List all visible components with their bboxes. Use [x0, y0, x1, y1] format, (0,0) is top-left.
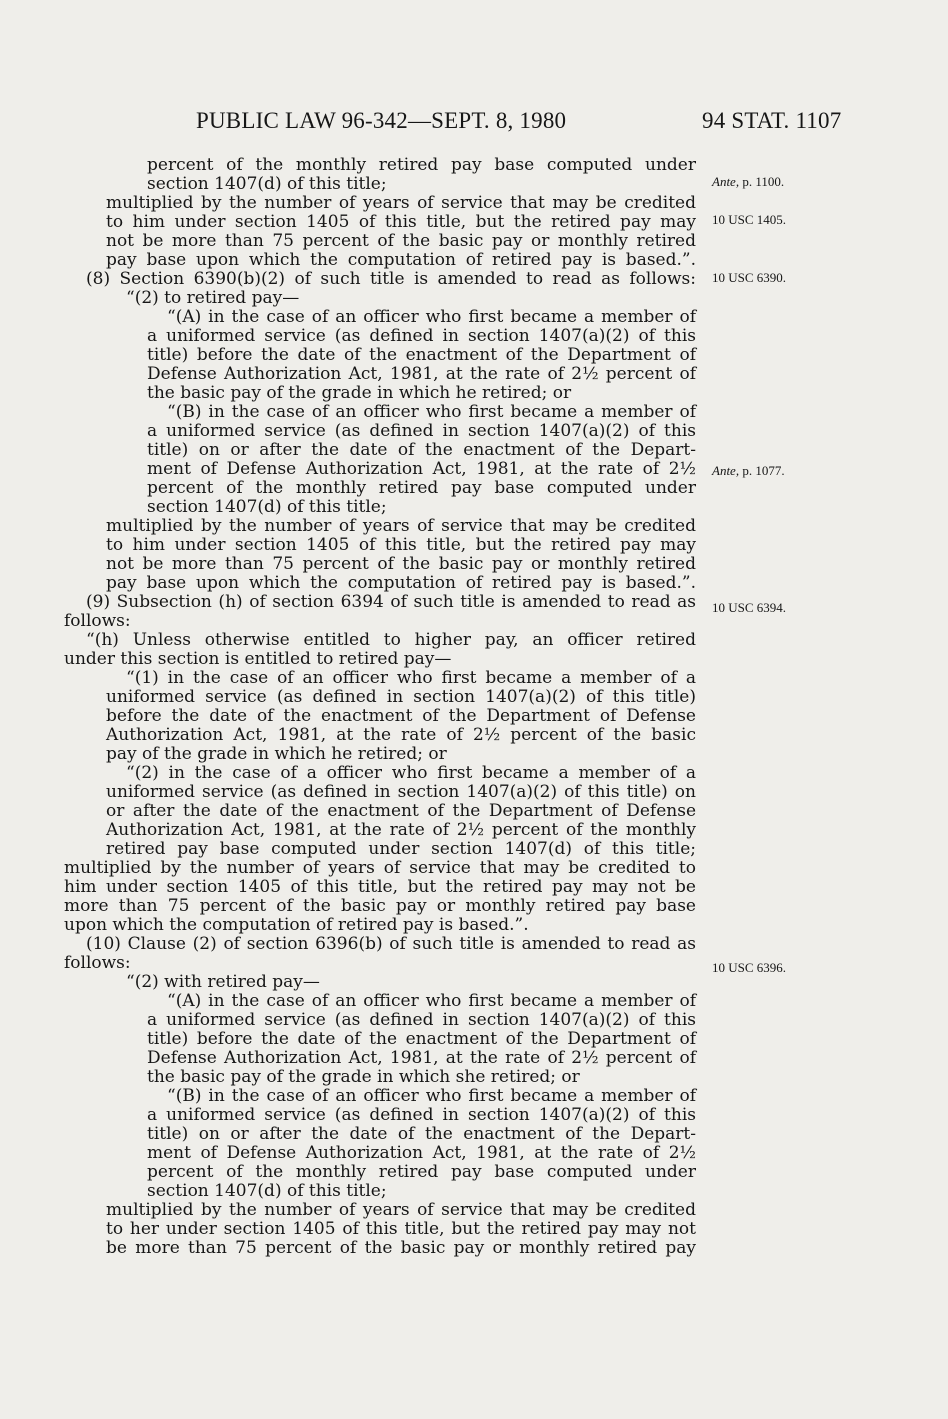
text-line: section 1407(d) of this title; — [147, 497, 387, 517]
text-line: pay base upon which the computation of retired pay is based.”. — [106, 573, 696, 593]
text-line: not be more than 75 percent of the basic pay or monthly retired — [106, 554, 696, 574]
running-header-title: PUBLIC LAW 96-342—SEPT. 8, 1980 — [196, 108, 567, 133]
text-line: title) on or after the date of the enactment of the Depart- — [147, 440, 696, 460]
text-line: ment of Defense Authorization Act, 1981, at the rate of 2½ — [147, 459, 696, 479]
text-line: (8) Section 6390(b)(2) of such title is amended to read as follows: — [86, 269, 696, 289]
running-header-page: 94 STAT. 1107 — [702, 108, 842, 133]
margin-note-usc: 10 USC 6394. — [712, 600, 787, 615]
text-line: ment of Defense Authorization Act, 1981, at the rate of 2½ — [147, 1143, 696, 1163]
text-line: the basic pay of the grade in which she retired; or — [147, 1067, 580, 1087]
text-line: retired pay base computed under section 1407(d) of this title; — [106, 839, 696, 859]
text-line: him under section 1405 of this title, but the retired pay may not be — [64, 877, 696, 897]
statute-body-text — [64, 156, 696, 1258]
text-line: Defense Authorization Act, 1981, at the rate of 2½ percent of — [147, 364, 696, 384]
text-line: to him under section 1405 of this title, but the retired pay may — [106, 212, 696, 232]
text-line: more than 75 percent of the basic pay or monthly retired pay base — [64, 896, 696, 916]
text-line: upon which the computation of retired pay is based.”. — [64, 915, 529, 935]
text-line: “(2) with retired pay— — [126, 972, 320, 992]
text-line: the basic pay of the grade in which he retired; or — [147, 383, 572, 403]
text-line: “(2) in the case of a officer who first became a member of a — [126, 763, 696, 783]
text-line: to her under section 1405 of this title, but the retired pay may not — [106, 1219, 696, 1239]
text-line: uniformed service (as defined in section 1407(a)(2) of this title) — [106, 687, 696, 707]
text-line: “(A) in the case of an officer who first became a member of — [167, 307, 696, 327]
margin-note-usc: 10 USC 6396. — [712, 960, 787, 975]
text-line: uniformed service (as defined in section 1407(a)(2) of this title) on — [106, 782, 696, 802]
margin-note-usc: 10 USC 1405. — [712, 212, 787, 227]
text-line: a uniformed service (as defined in section 1407(a)(2) of this — [147, 1010, 696, 1030]
margin-note-ante: Ante, p. 1077. — [712, 463, 785, 478]
text-line: a uniformed service (as defined in section 1407(a)(2) of this — [147, 421, 696, 441]
text-line: percent of the monthly retired pay base computed under — [147, 155, 696, 175]
text-line: percent of the monthly retired pay base computed under — [147, 1162, 696, 1182]
text-line: percent of the monthly retired pay base computed under — [147, 478, 696, 498]
text-line: under this section is entitled to retired pay— — [64, 649, 452, 669]
text-line: section 1407(d) of this title; — [147, 174, 387, 194]
text-line: multiplied by the number of years of service that may be credited — [106, 1200, 696, 1220]
text-line: multiplied by the number of years of service that may be credited to — [64, 858, 696, 878]
text-line: a uniformed service (as defined in section 1407(a)(2) of this — [147, 326, 696, 346]
text-line: “(A) in the case of an officer who first became a member of — [167, 991, 696, 1011]
text-line: section 1407(d) of this title; — [147, 1181, 387, 1201]
text-line: be more than 75 percent of the basic pay or monthly retired pay — [106, 1238, 696, 1258]
margin-note-usc: 10 USC 6390. — [712, 270, 787, 285]
text-line: title) before the date of the enactment of the Department of — [147, 1029, 696, 1049]
text-line: before the date of the enactment of the Department of Defense — [106, 706, 696, 726]
text-line: follows: — [64, 611, 131, 631]
text-line: (9) Subsection (h) of section 6394 of such title is amended to read as — [86, 592, 696, 612]
text-line: (10) Clause (2) of section 6396(b) of such title is amended to read as — [86, 934, 696, 954]
text-line: “(2) to retired pay— — [126, 288, 300, 308]
text-line: to him under section 1405 of this title, but the retired pay may — [106, 535, 696, 555]
text-line: multiplied by the number of years of service that may be credited — [106, 193, 696, 213]
text-line: a uniformed service (as defined in section 1407(a)(2) of this — [147, 1105, 696, 1125]
text-line: Authorization Act, 1981, at the rate of 2½ percent of the basic — [106, 725, 696, 745]
text-line: title) before the date of the enactment of the Department of — [147, 345, 696, 365]
text-line: or after the date of the enactment of the Department of Defense — [106, 801, 696, 821]
text-line: “(1) in the case of an officer who first became a member of a — [126, 668, 696, 688]
text-line: pay of the grade in which he retired; or — [106, 744, 447, 764]
text-line: Defense Authorization Act, 1981, at the rate of 2½ percent of — [147, 1048, 696, 1068]
text-line: “(B) in the case of an officer who first became a member of — [167, 402, 696, 422]
text-line: not be more than 75 percent of the basic pay or monthly retired — [106, 231, 696, 251]
text-line: “(h) Unless otherwise entitled to higher pay, an officer retired — [86, 630, 696, 650]
text-line: “(B) in the case of an officer who first became a member of — [167, 1086, 696, 1106]
text-line: Authorization Act, 1981, at the rate of 2½ percent of the monthly — [106, 820, 696, 840]
text-line: follows: — [64, 953, 131, 973]
text-line: title) on or after the date of the enactment of the Depart- — [147, 1124, 696, 1144]
text-line: pay base upon which the computation of retired pay is based.”. — [106, 250, 696, 270]
text-line: multiplied by the number of years of service that may be credited — [106, 516, 696, 536]
margin-note-ante: Ante, p. 1100. — [712, 174, 785, 189]
